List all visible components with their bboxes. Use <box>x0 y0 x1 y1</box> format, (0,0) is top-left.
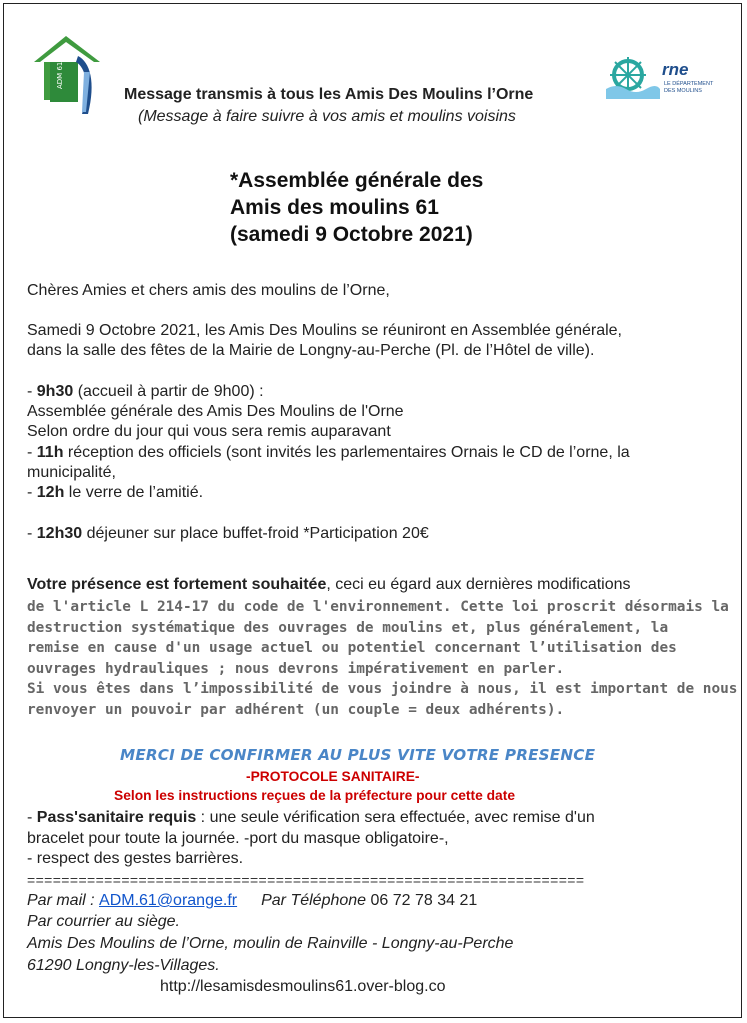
program-item-11h-line2: municipalité, <box>27 464 116 481</box>
phone-number: 06 72 78 34 21 <box>366 892 478 909</box>
time-12h: 12h <box>36 484 65 501</box>
confirm-presence-notice: MERCI DE CONFIRMER AU PLUS VITE VOTRE PRESENCE <box>120 746 596 764</box>
pass-sanitaire-bold: Pass'sanitaire requis <box>36 809 197 826</box>
title-line-1: *Assemblée générale des <box>230 169 484 192</box>
presence-bold: Votre présence est fortement souhaitée <box>27 576 327 593</box>
intro-line-2: dans la salle des fêtes de la Mairie de Longny-au-Perche (Pl. de l’Hôtel de ville). <box>27 342 595 359</box>
logo-right-brand: rne <box>662 60 689 79</box>
logo-right-sub1: LE DÉPARTEMENT <box>664 81 714 87</box>
pass-sanitaire-line-2: bracelet pour toute la journée. -port du masque obligatoire-, <box>27 830 449 847</box>
email-link[interactable]: ADM.61@orange.fr <box>99 892 238 909</box>
law-line-1: de l'article L 214-17 du code de l'environnement. Cette loi proscrit désormais la <box>27 599 729 615</box>
time-11h: 11h <box>36 444 64 461</box>
title-line-2: Amis des moulins 61 <box>230 196 439 219</box>
address-line-2: 61290 Longny-les-Villages. <box>27 957 220 974</box>
law-line-6: renvoyer un pouvoir par adhérent (un couple = deux adhérents). <box>27 701 565 718</box>
gestes-barrieres: - respect des gestes barrières. <box>27 850 244 867</box>
adm-house-logo-icon <box>30 32 104 118</box>
prefecture-instructions: Selon les instructions reçues de la préfecture pour cette date <box>114 788 515 803</box>
presence-line: Votre présence est fortement souhaitée, ceci eu égard aux dernières modifications <box>27 576 631 593</box>
protocol-heading: -PROTOCOLE SANITAIRE- <box>246 769 420 784</box>
law-line-4: ouvrages hydrauliques ; nous devrons impérativement en parler. <box>27 660 565 677</box>
website-link[interactable]: http://lesamisdesmoulins61.over-blog.co <box>160 978 446 995</box>
law-line-2: destruction systématique des ouvrages de moulins et, plus généralement, la <box>27 619 669 636</box>
logo-right-sub2: DES MOULINS <box>664 88 702 94</box>
law-paragraph <box>27 597 737 720</box>
law-line-5: Si vous êtes dans l’impossibilité de vous joindre à nous, il est important de nous <box>27 681 738 697</box>
intro-line-1: Samedi 9 Octobre 2021, les Amis Des Moulins se réuniront en Assemblée générale, <box>27 322 622 339</box>
pass-sanitaire-line: - Pass'sanitaire requis : une seule vérification sera effectuée, avec remise d'un <box>27 809 595 826</box>
contact-line: Par mail : ADM.61@orange.fr Par Téléphone 06 72 78 34 21 <box>27 892 478 909</box>
title-line-3: (samedi 9 Octobre 2021) <box>230 223 473 246</box>
phone-label: Par Téléphone <box>261 892 367 909</box>
program-item-12h: - 12h le verre de l’amitié. <box>27 484 204 501</box>
separator-line: ================================================================= <box>27 872 585 888</box>
law-line-3: remise en cause d'un usage actuel ou potentiel concernant l’utilisation des <box>27 640 677 656</box>
program-item-0930-line2: Assemblée générale des Amis Des Moulins de l'Orne <box>27 403 404 420</box>
message-subheader: (Message à faire suivre à vos amis et moulins voisins <box>138 108 516 125</box>
message-header: Message transmis à tous les Amis Des Moulins l’Orne <box>124 86 534 103</box>
time-12h30: 12h30 <box>36 525 83 542</box>
program-item-0930: - 9h30 (accueil à partir de 9h00) : <box>27 383 264 400</box>
program-item-12h30: - 12h30 déjeuner sur place buffet-froid *Participation 20€ <box>27 525 429 542</box>
program-item-0930-line3: Selon ordre du jour qui vous sera remis auparavant <box>27 423 391 440</box>
orne-department-logo-icon <box>606 55 718 101</box>
logo-left-text: ADM 61 <box>56 61 64 89</box>
program-item-11h: - 11h réception des officiels (sont invités les parlementaires Ornais le CD de l’orne, la <box>27 444 630 461</box>
greeting: Chères Amies et chers amis des moulins de l’Orne, <box>27 282 390 299</box>
address-line-1: Amis Des Moulins de l’Orne, moulin de Rainville - Longny-au-Perche <box>27 935 514 952</box>
time-0930: 9h30 <box>36 383 74 400</box>
courrier-line: Par courrier au siège. <box>27 913 180 930</box>
page-title <box>230 167 483 248</box>
